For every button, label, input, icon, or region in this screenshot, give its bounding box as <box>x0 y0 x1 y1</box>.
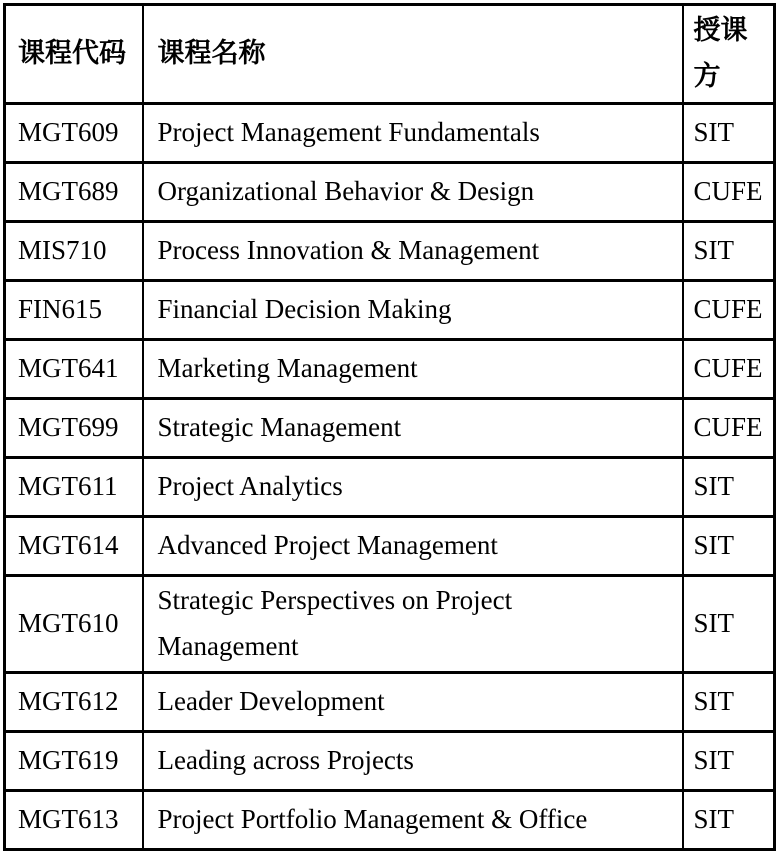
table-row <box>5 104 775 163</box>
course-code-cell: MGT619 <box>5 731 143 790</box>
course-code-cell: MGT610 <box>5 576 143 673</box>
course-provider-cell: SIT <box>683 517 775 576</box>
course-name-cell: Marketing Management <box>143 340 683 399</box>
course-name-cell: Project Analytics <box>143 458 683 517</box>
header-course-code: 课程代码 <box>5 5 143 104</box>
course-code-cell: MIS710 <box>5 222 143 281</box>
course-provider-cell: CUFE <box>683 281 775 340</box>
table-row <box>5 576 775 673</box>
course-provider-cell: CUFE <box>683 399 775 458</box>
table-row <box>5 790 775 849</box>
course-name-cell: Strategic Management <box>143 399 683 458</box>
course-code-cell: MGT699 <box>5 399 143 458</box>
header-course-name: 课程名称 <box>143 5 683 104</box>
table-row <box>5 517 775 576</box>
course-provider-cell: SIT <box>683 731 775 790</box>
course-name-cell: Project Portfolio Management & Office <box>143 790 683 849</box>
course-name-cell: Project Management Fundamentals <box>143 104 683 163</box>
course-code-cell: MGT612 <box>5 672 143 731</box>
header-row <box>5 5 775 104</box>
course-provider-cell: SIT <box>683 790 775 849</box>
table-row <box>5 340 775 399</box>
course-name-cell: Leader Development <box>143 672 683 731</box>
course-provider-cell: CUFE <box>683 340 775 399</box>
course-provider-cell: SIT <box>683 576 775 673</box>
table-row <box>5 731 775 790</box>
table-row <box>5 222 775 281</box>
table-row <box>5 399 775 458</box>
table-row <box>5 163 775 222</box>
course-name-cell: Financial Decision Making <box>143 281 683 340</box>
header-provider: 授课方 <box>683 5 775 104</box>
course-table-body <box>5 104 775 850</box>
table-row <box>5 672 775 731</box>
course-name-cell: Process Innovation & Management <box>143 222 683 281</box>
course-name-cell: Advanced Project Management <box>143 517 683 576</box>
course-table <box>3 3 776 851</box>
course-name-cell: Organizational Behavior & Design <box>143 163 683 222</box>
course-code-cell: MGT641 <box>5 340 143 399</box>
course-code-cell: MGT609 <box>5 104 143 163</box>
table-row <box>5 458 775 517</box>
table-row <box>5 281 775 340</box>
course-code-cell: MGT611 <box>5 458 143 517</box>
course-provider-cell: SIT <box>683 458 775 517</box>
course-provider-cell: SIT <box>683 104 775 163</box>
course-name-cell: Strategic Perspectives on Project Management <box>143 576 683 673</box>
course-provider-cell: SIT <box>683 672 775 731</box>
course-code-cell: FIN615 <box>5 281 143 340</box>
course-code-cell: MGT689 <box>5 163 143 222</box>
course-code-cell: MGT614 <box>5 517 143 576</box>
course-name-cell: Leading across Projects <box>143 731 683 790</box>
course-code-cell: MGT613 <box>5 790 143 849</box>
course-provider-cell: SIT <box>683 222 775 281</box>
course-provider-cell: CUFE <box>683 163 775 222</box>
